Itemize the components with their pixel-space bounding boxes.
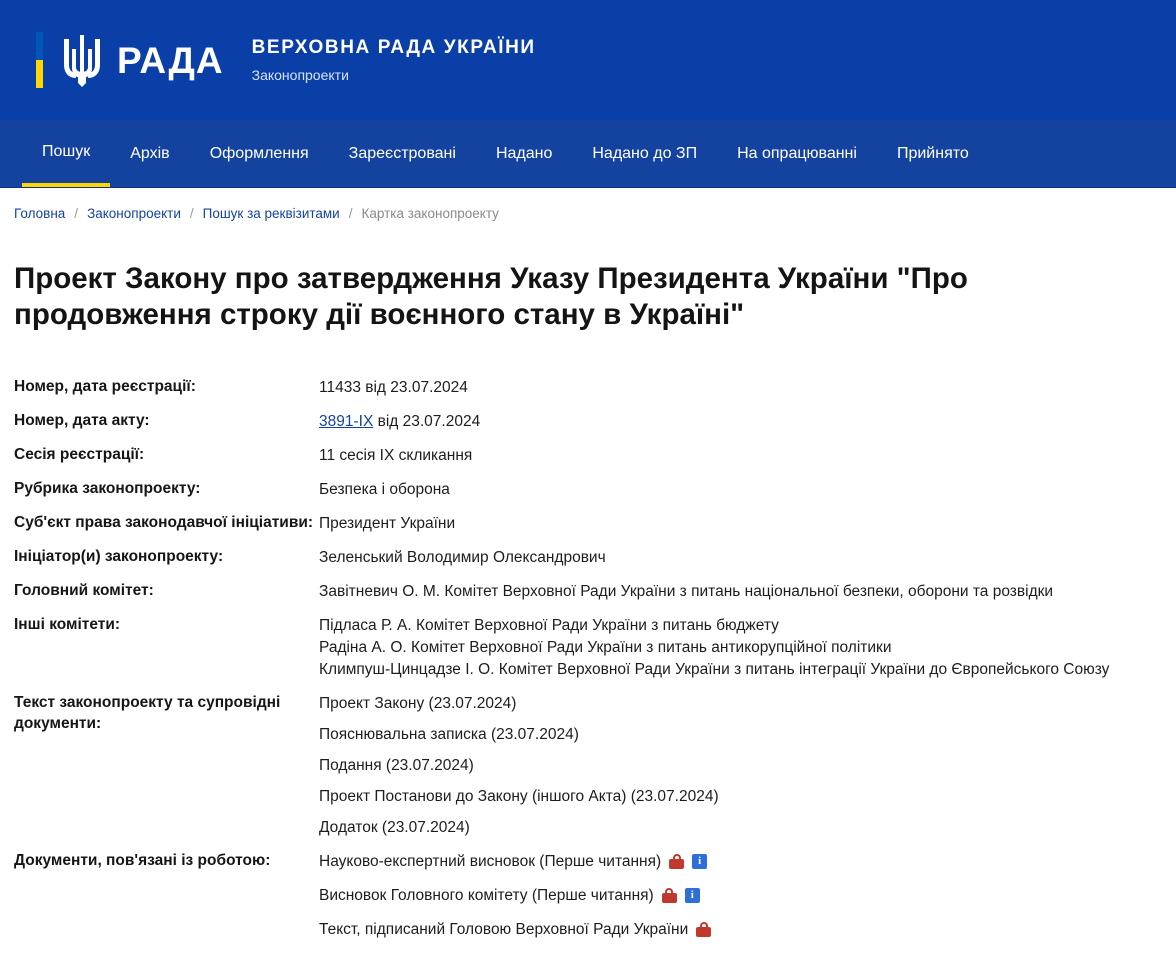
label-main-committee: Головний комітет: bbox=[14, 581, 154, 599]
table-row bbox=[14, 513, 1162, 547]
table-row bbox=[14, 693, 1162, 851]
info-icon[interactable]: i bbox=[692, 854, 707, 869]
label-bill-texts: Текст законопроекту та супровідні документи: bbox=[14, 693, 281, 732]
site-subtitle: Законопроекти bbox=[251, 66, 349, 83]
related-document-item[interactable] bbox=[319, 851, 1162, 873]
lock-icon bbox=[696, 922, 711, 937]
info-icon[interactable]: i bbox=[685, 888, 700, 903]
value-main-committee: Завітневич О. М. Комітет Верховної Ради України з питань національної безпеки, оборони та розвідки bbox=[319, 582, 1054, 600]
nav-item-nadano-do-zp[interactable] bbox=[572, 120, 717, 187]
nav-item-label: Надано до ЗП bbox=[592, 144, 698, 162]
related-document-item[interactable] bbox=[319, 919, 1162, 941]
breadcrumb-item-home[interactable]: Головна bbox=[14, 206, 66, 221]
label-initiator: Ініціатор(и) законопроекту: bbox=[14, 547, 224, 565]
value-session: 11 сесія IX скликання bbox=[319, 446, 473, 464]
act-number-date: від 23.07.2024 bbox=[377, 412, 481, 430]
nav-item-label: Архів bbox=[130, 144, 170, 162]
flag-bar-icon bbox=[36, 32, 43, 88]
breadcrumb-item-search[interactable]: Пошук за реквізитами bbox=[202, 206, 340, 221]
label-session: Сесія реєстрації: bbox=[14, 445, 145, 463]
main-navigation bbox=[0, 120, 1176, 188]
label-rubric: Рубрика законопроекту: bbox=[14, 479, 201, 497]
trident-emblem-icon bbox=[59, 31, 105, 89]
bill-text-item[interactable]: Додаток (23.07.2024) bbox=[319, 818, 470, 836]
breadcrumb bbox=[0, 188, 1176, 221]
site-logo[interactable] bbox=[36, 31, 252, 89]
logo-wordmark: РАДА bbox=[117, 39, 224, 81]
other-committee-item: Климпуш-Цинцадзе І. О. Комітет Верховної Ради України з питань інтеграції України до Європейського Союзу bbox=[319, 660, 1110, 678]
related-document-label: Текст, підписаний Головою Верховної Ради України bbox=[319, 920, 689, 938]
value-related-documents bbox=[319, 851, 1162, 965]
table-row bbox=[14, 547, 1162, 581]
table-row bbox=[14, 411, 1162, 445]
lock-icon bbox=[662, 888, 677, 903]
bill-text-item[interactable]: Проект Постанови до Закону (іншого Акта) (23.07.2024) bbox=[319, 787, 719, 805]
nav-item-pryynyato[interactable] bbox=[877, 120, 989, 187]
value-other-committees bbox=[319, 615, 1162, 693]
label-act-number: Номер, дата акту: bbox=[14, 411, 150, 429]
related-document-item[interactable] bbox=[319, 885, 1162, 907]
breadcrumb-item-bills[interactable]: Законопроекти bbox=[87, 206, 181, 221]
label-registration-number: Номер, дата реєстрації: bbox=[14, 377, 196, 395]
value-act-number bbox=[319, 411, 1162, 445]
nav-item-poshuk[interactable] bbox=[22, 120, 110, 187]
nav-item-label: Надано bbox=[495, 144, 553, 162]
nav-item-oformlennya[interactable] bbox=[190, 120, 329, 187]
lock-icon bbox=[669, 854, 684, 869]
other-committee-item: Радіна А. О. Комітет Верховної Ради України з питань антикорупційної політики bbox=[319, 638, 892, 656]
label-subject: Суб'єкт права законодавчої ініціативи: bbox=[14, 513, 314, 531]
label-other-committees: Інші комітети: bbox=[14, 615, 121, 633]
value-subject: Президент України bbox=[319, 514, 456, 532]
bill-text-item[interactable]: Проект Закону (23.07.2024) bbox=[319, 694, 517, 712]
nav-item-label: Зареєстровані bbox=[348, 144, 456, 162]
value-rubric: Безпека і оборона bbox=[319, 480, 450, 498]
nav-item-na-opratsyuvanni[interactable] bbox=[717, 120, 877, 187]
table-row bbox=[14, 479, 1162, 513]
value-bill-texts bbox=[319, 693, 1162, 851]
act-number-link[interactable]: 3891-IX bbox=[319, 412, 374, 430]
table-row bbox=[14, 615, 1162, 693]
label-related-documents: Документи, пов'язані із роботою: bbox=[14, 851, 271, 869]
table-row bbox=[14, 581, 1162, 615]
bill-text-item[interactable]: Подання (23.07.2024) bbox=[319, 756, 474, 774]
nav-item-label: На опрацюванні bbox=[737, 144, 857, 162]
bill-text-item[interactable]: Пояснювальна записка (23.07.2024) bbox=[319, 725, 579, 743]
value-registration-number: 11433 від 23.07.2024 bbox=[319, 378, 468, 396]
bill-details-table bbox=[14, 377, 1162, 965]
nav-item-arhiv[interactable] bbox=[110, 120, 189, 187]
nav-item-label: Прийнято bbox=[896, 144, 969, 162]
related-document-label: Науково-експертний висновок (Перше читання) bbox=[319, 852, 662, 870]
main-content bbox=[0, 261, 1176, 965]
related-document-label: Висновок Головного комітету (Перше читання) bbox=[319, 886, 654, 904]
value-initiator: Зеленський Володимир Олександрович bbox=[319, 548, 606, 566]
table-row bbox=[14, 377, 1162, 411]
nav-item-label: Оформлення bbox=[209, 144, 309, 162]
header-titles bbox=[252, 37, 536, 83]
table-row bbox=[14, 851, 1162, 965]
breadcrumb-separator: / bbox=[348, 206, 353, 221]
nav-item-label: Пошук bbox=[42, 142, 91, 160]
site-title: ВЕРХОВНА РАДА УКРАЇНИ bbox=[251, 37, 536, 59]
breadcrumb-item-current: Картка законопроекту bbox=[361, 206, 499, 221]
breadcrumb-separator: / bbox=[189, 206, 194, 221]
page-title: Проект Закону про затвердження Указу Президента України "Про продовження строку дії воєнного стану в Україні" bbox=[14, 262, 968, 331]
nav-item-zareestrovani[interactable] bbox=[329, 120, 476, 187]
nav-item-nadano[interactable] bbox=[476, 120, 572, 187]
breadcrumb-separator: / bbox=[74, 206, 79, 221]
table-row bbox=[14, 445, 1162, 479]
other-committee-item: Підласа Р. А. Комітет Верховної Ради України з питань бюджету bbox=[319, 616, 779, 634]
site-header bbox=[0, 0, 1176, 120]
